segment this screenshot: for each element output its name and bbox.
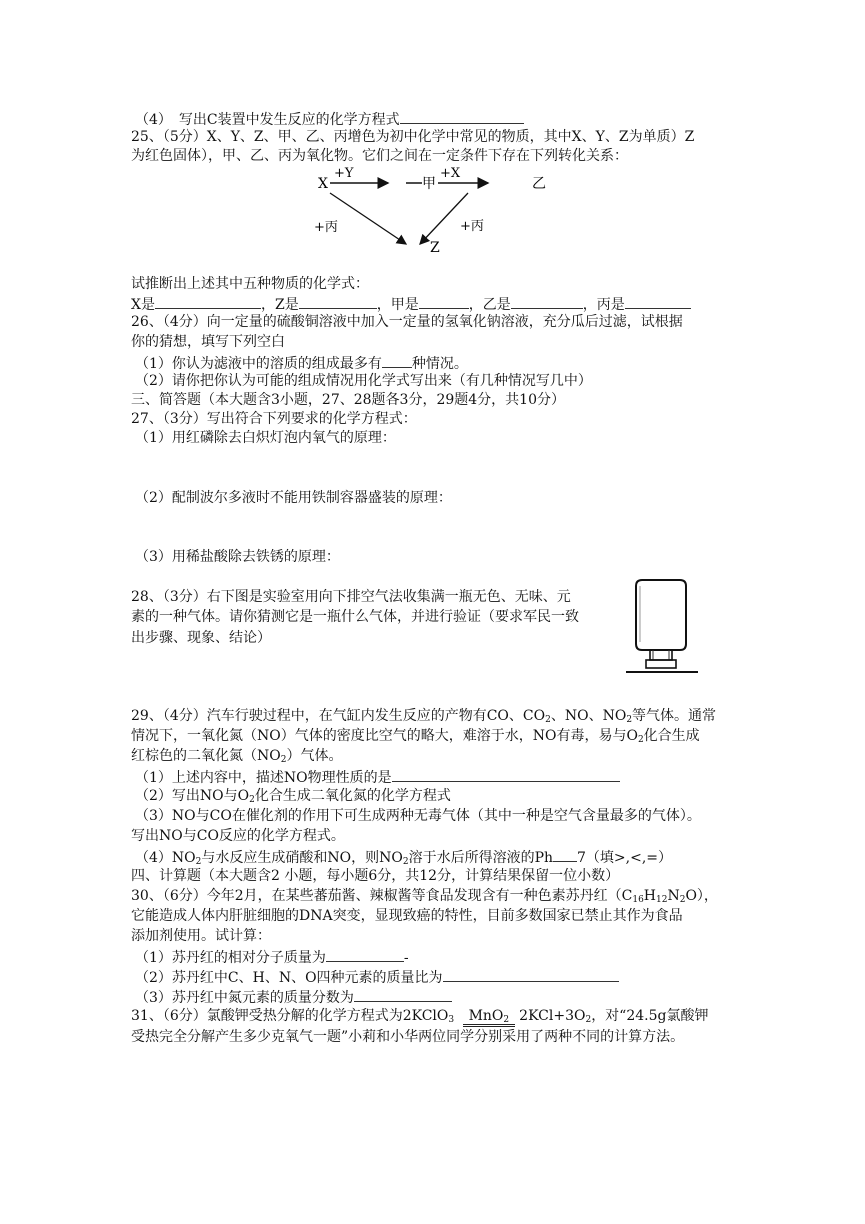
formula-n: N [667,888,680,904]
q29-item4-blank[interactable] [553,847,577,862]
q30-item3-text: （3）苏丹红中氮元素的质量分数为 [135,990,354,1006]
q29-item4-b: 与水反应生成硝酸和NO，则NO [201,850,403,866]
q30-item3 [135,987,452,1008]
q29-line3: 红棕色的二氧化氮$(NO_2)$气体。 [131,748,343,765]
formula-sub-c: 16 [632,895,644,905]
q31-line1: 31、（6分）氯酸钾受热分解的化学方程式为2KClO$_3$ MnO$_2$ $2KCl+3O_2$，对“24.5g氯酸钾 [131,1008,709,1025]
q29-item4-a: （4）NO [135,850,196,866]
q29-line1-b: 、NO、NO [550,708,627,724]
q25-x-label: X是 [131,297,155,313]
q31-line1-c: ，对“24.5g氯酸钾 [591,1008,709,1024]
q31-catalyst-condition [463,1009,516,1027]
q29-item1-blank[interactable] [392,767,620,782]
q29-item3-line2: 写出NO与CO反应的化学方程式。 [131,828,345,844]
q26-line1: 26、（4分）向一定量的硫酸铜溶液中加入一定量的氢氧化钠溶液，充分瓜后过滤，试根据 [131,314,683,330]
q30-item3-blank[interactable] [354,987,452,1002]
q31-line1-b: 2KCl+3O [519,1008,586,1024]
q27-line1: 27、（3分）写出符合下列要求的化学方程式： [131,411,417,427]
formula-sub-n: 2 [679,895,686,905]
q25-bing-label: ，丙是 [582,297,625,313]
q26-item1-blank[interactable] [382,353,412,368]
node-yi: 乙 [532,176,546,192]
q25-yi-blank[interactable] [511,294,583,309]
arrow-x-to-z [330,193,406,244]
q29-line1: 29、（4分）汽车行驶过程中，在气缸内发生反应的产物有CO、$CO_2$、NO、$NO_2$等气体。通常 [131,708,717,725]
q29-item1 [135,767,620,788]
section4-title: 四、计算题（本大题含2 小题，每小题6分，共12分，计算结果保留一位小数） [131,868,620,884]
section3-title: 三、简答题（本大题含3小题，27、28题各3分，29题4分，共10分） [131,392,565,408]
q25-line2: 为红色固体），甲、乙、丙为氧化物。它们之间在一定条件下存在下列转化关系： [131,148,628,164]
q29-item2-b: 化合生成二氧化氮的化学方程式 [254,788,451,804]
q24-item4-blank[interactable] [400,109,524,124]
q30-line3: 添加剂使用。试计算： [131,928,271,944]
q29-item1-text: （1）上述内容中，描述NO物理性质的是 [135,770,392,786]
q29-line1-a: 29、（4分）汽车行驶过程中，在气缸内发生反应的产物有CO、CO [131,708,546,724]
formula-sub-h: 12 [656,895,668,905]
q25-yi-label: ，乙是 [468,297,511,313]
label-plus-y: +Y [334,166,354,181]
q31-line2: 受热完全分解产生多少克氧气一题”小莉和小华两位同学分别采用了两种不同的计算方法。 [131,1029,685,1045]
q26-line2: 你的猜想，填写下列空白 [131,334,285,350]
q27-item3: （3）用稀盐酸除去铁锈的原理： [135,549,340,565]
q27-item1: （1）用红磷除去白炽灯泡内氧气的原理： [135,430,396,446]
q30-item2-text: （2）苏丹红中C、H、N、O四种元素的质量比为 [135,970,443,986]
q26-item1-text: （1）你认为滤液中的溶质的组成最多有 [135,356,382,372]
q29-item4-d: 7（填>,<,=） [577,850,673,866]
q29-line3-a: 红棕色的二氧化氮（NO [131,748,281,764]
label-plus-bing-left: +丙 [314,220,338,235]
q29-line2: 情况下，一氧化氮（NO）气体的密度比空气的略大，难溶于水，NO有毒，易与$O_2$化合生成 [131,728,700,745]
q25-z-blank[interactable] [299,294,377,309]
q30-item1-text: （1）苏丹红的相对分子质量为 [135,950,326,966]
formula-h: H [643,888,657,904]
q29-line2-b: 化合生成 [643,728,700,744]
q30-item1 [135,947,409,968]
q29-item3-line1: （3）NO与CO在催化剂的作用下可生成两种无毒气体（其中一种是空气含量最多的气体）。 [135,808,701,824]
q31-line1-a: 31、（6分）氯酸钾受热分解的化学方程式为2KClO [131,1008,449,1024]
q25-bing-blank[interactable] [625,294,691,309]
q31-catalyst-sub: 2 [503,1015,510,1025]
q30-line2: 它能造成人体内肝脏细胞的DNA突变，显现致癌的特性，目前多数国家已禁止其作为食品 [131,908,683,924]
q26-item1-tail: 种情况。 [411,356,468,372]
q29-line3-b: ）气体。 [286,748,343,764]
q26-item2: （2）请你把你认为可能的组成情况用化学式写出来（有几种情况写几中） [135,373,592,389]
q30-line1 [131,887,718,906]
q25-jia-label: ，甲是 [376,297,419,313]
node-z: Z [430,240,440,256]
q24-item4-text: （4） 写出C装置中发生反应的化学方程式 [135,112,400,128]
node-jia: 甲 [422,176,436,192]
q25-transformation-diagram [300,160,560,260]
q29-line1-c: 等气体。通常 [632,708,717,724]
q29-item4: $(4)NO_2$与水反应生成硝酸和NO，则$NO_2$溶于水后所得溶液的Ph 7（填>,<,=） [135,847,672,868]
q25-z-label: ，Z是 [260,297,299,313]
q30-item1-tail: - [403,950,409,966]
label-plus-bing-right: +丙 [460,219,484,234]
q25-jia-blank[interactable] [419,294,469,309]
q30-item2-blank[interactable] [443,967,619,982]
q30-line1-a: 30、（6分）今年2月，在某些蕃茄酱、辣椒酱等食品发现含有一种色素苏丹红（C [131,888,633,904]
q30-item2 [135,967,619,988]
node-x: X [318,176,328,192]
q29-item2-a: （2）写出NO与O [135,788,250,804]
q25-x-blank[interactable] [155,294,261,309]
q26-item1 [135,353,468,374]
q25-line1: 25、（5分）X、Y、Z、甲、乙、丙增色为初中化学中常见的物质，其中X、Y、Z为单质）Z [131,129,695,145]
q30-item1-blank[interactable] [326,947,404,962]
q29-line2-a: 情况下，一氧化氮（NO）气体的密度比空气的略大，难溶于水，NO有毒，易与O [131,728,638,744]
q28-line1: 28、（3分）右下图是实验室用向下排空气法收集满一瓶无色、无味、元 [131,589,571,605]
q31-catalyst: MnO [468,1008,504,1024]
q28-line3: 出步骤、现象、结论） [131,630,271,646]
q30-line1-b: O）， [685,888,718,904]
q28-line2: 素的一种气体。请你猜测它是一瓶什么气体，并进行验证（要求军民一致 [131,609,579,625]
q31-sub-3: 3 [448,1015,455,1025]
q25-line3: 试推断出上述其中五种物质的化学式： [131,276,369,292]
q29-item4-c: 溶于水后所得溶液的Ph [408,850,554,866]
q27-item2: （2）配制波尔多液时不能用铁制容器盛装的原理： [135,490,452,506]
q25-answers [131,294,691,315]
q24-item4 [135,109,524,130]
label-plus-x: +X [440,166,461,181]
q29-item2: （2）写出NO与$O_2$化合生成二氧化氮的化学方程式 [135,788,451,805]
gas-bottle-icon [622,578,702,682]
